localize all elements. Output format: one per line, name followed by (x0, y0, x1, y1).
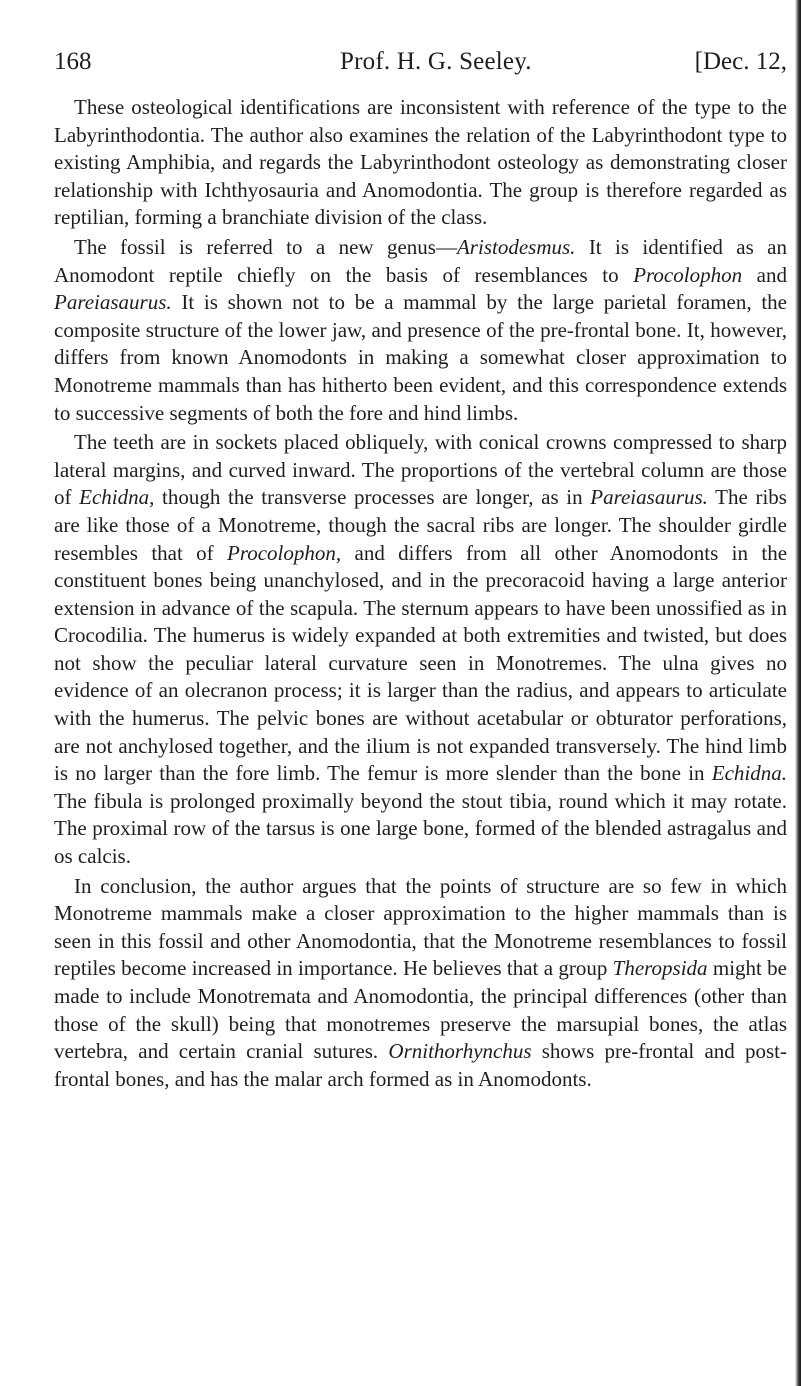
italic-term: Echidna, (79, 485, 155, 510)
italic-term: Echidna. (711, 761, 787, 786)
paragraph-3 (54, 429, 787, 871)
page-number: 168 (54, 48, 92, 75)
text-run: and (742, 262, 787, 287)
text-run: These osteological identifications are inconsistent with reference of the type to the Labyrinthodontia. The author also examines the relation of the Labyrinthodont type to existing Amphibia, and regards the Labyrinthodont osteology as demonstrating closer relationship with Ichthyosauria and Anomodontia. The group is therefore regarded as reptilian, forming a branchiate division of the class. (54, 95, 787, 230)
paragraph-2 (54, 234, 787, 427)
page-header (54, 48, 787, 84)
italic-term: Procolophon, (227, 540, 342, 565)
italic-term: Pareiasaurus. (54, 290, 172, 315)
running-title: Prof. H. G. Seeley. (340, 48, 532, 75)
text-run: and differs from all other Anomodonts in the constituent bones being unanchylosed, and in the precoracoid having a large anterior extension in advance of the scapula. The sternum appears to have been unossified as in Crocodilia. The humerus is widely expanded at both extremities and twisted, but does not show the peculiar lateral curvature seen in Monotremes. The ulna gives no evidence of an olecranon process; it is larger than the radius, and appears to articulate with the humerus. The pelvic bones are without acetabular or obturator perforations, are not anchylosed together, and the ilium is not expanded transversely. The hind limb is no larger than the fore limb. The femur is more slender than the bone in (54, 540, 788, 786)
text-run: though the transverse processes are longer, as in (154, 485, 591, 510)
page-binding-edge (795, 0, 801, 1386)
italic-term: Aristodesmus. (456, 234, 576, 259)
italic-term: Pareiasaurus. (590, 485, 708, 510)
running-date: [Dec. 12, (694, 48, 787, 75)
italic-term: Theropsida (612, 956, 708, 981)
text-run: shows pre-frontal and post-frontal bones, and has the malar arch formed as in Anomodonts. (54, 1039, 787, 1091)
text-run: The teeth are in sockets placed obliquely, with conical crowns compressed to sharp lateral margins, and curved inward. The proportions of the vertebral column are those of (54, 430, 787, 510)
text-run: It is identified as an Anomodont reptile chiefly on the basis of resemblances to (54, 234, 788, 287)
text-run: The fibula is prolonged proximally beyond the stout tibia, round which it may rotate. The proximal row of the tarsus is one large bone, formed of the blended astragalus and os calcis. (54, 788, 787, 869)
paragraph-4 (54, 873, 787, 1094)
body-text (54, 94, 787, 1093)
paragraph-1 (54, 94, 787, 232)
text-run: The ribs are like those of a Monotreme, though the sacral ribs are longer. The shoulder girdle resembles that of (54, 485, 787, 565)
italic-term: Procolophon (633, 262, 743, 287)
italic-term: Ornithorhynchus (388, 1039, 532, 1064)
text-run: might be made to include Monotremata and Anomodontia, the principal differences (other than those of the skull) being that monotremes preserve the marsupial bones, the atlas vertebra, and certain cranial sutures. (54, 956, 787, 1064)
text-run: The fossil is referred to a new genus— (74, 234, 457, 259)
text-run: In conclusion, the author argues that the points of structure are so few in which Monotreme mammals make a closer approximation to the higher mammals than is seen in this fossil and other Anomodontia, that the Monotreme resemblances to fossil reptiles become increased in importance. He believes that a group (54, 873, 787, 981)
text-run: It is shown not to be a mammal by the large parietal foramen, the composite structure of the lower jaw, and presence of the pre-frontal bone. It, however, differs from known Anomodonts in making a somewhat closer approximation to Monotreme mammals than has hitherto been evident, and this correspondence extends to successive segments of both the fore and hind limbs. (54, 290, 787, 425)
